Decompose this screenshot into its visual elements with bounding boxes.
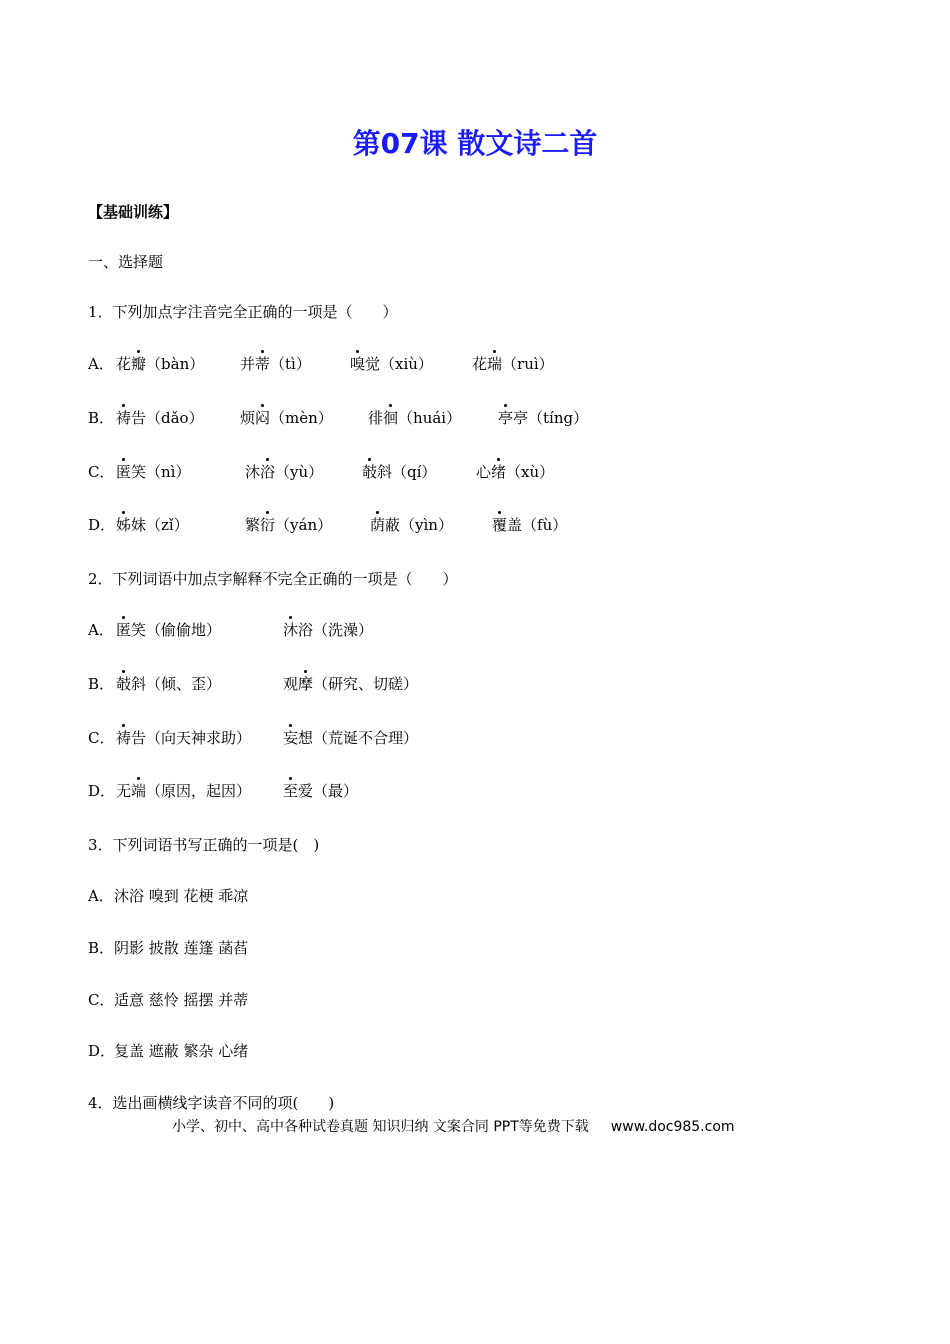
option-item: 沐浴（洗澡） [283,621,374,639]
dotted-char: 攲 [116,675,132,693]
dotted-char: 绪 [491,463,507,481]
dotted-char: 瓣 [131,355,147,373]
option-text: 阴影 披散 莲篷 菡萏 [114,939,249,957]
option-letter: B． [88,675,115,693]
footer-text: 小学、初中、高中各种试卷真题 知识归纳 文案合同 PPT等免费下载 [172,1119,589,1135]
option-letter: B． [88,939,115,957]
option-letter: B． [88,409,115,427]
dotted-char: 荫 [370,516,386,534]
q3-option-d [88,1041,248,1061]
dotted-char: 攲 [362,463,378,481]
option-item: 荫蔽（yìn） [370,516,453,534]
option-text: 沐浴 嗅到 花梗 乖凉 [114,887,249,905]
option-item: 烦闷（mèn） [240,409,333,427]
option-item: 姊妹（zǐ） [116,516,189,534]
option-item: 至爱（最） [283,782,359,800]
dotted-char: 匿 [116,463,132,481]
option-letter: A． [88,887,114,905]
option-item: 花瑞（ruì） [472,355,554,373]
page-title: 第07课 散文诗二首 [352,127,598,160]
option-item: 花瓣（bàn） [116,355,205,373]
dotted-char: 徊 [383,409,399,427]
option-item: 妄想（荒诞不合理） [283,729,419,747]
option-item: 徘徊（huái） [368,409,462,427]
q1-option-c [88,462,555,482]
option-item: 攲斜（倾、歪） [116,675,222,693]
option-item: 祷告（dǎo） [116,409,204,427]
dotted-char: 闷 [255,409,271,427]
q2-option-d [88,781,359,801]
option-item: 覆盖（fù） [492,516,568,534]
dotted-char: 摩 [298,675,314,693]
option-item: 无端（原因，起因） [116,782,252,800]
option-letter: A． [88,621,114,639]
dotted-char: 祷 [116,729,132,747]
dotted-char: 沐 [283,621,299,639]
dotted-char: 浴 [260,463,276,481]
section-heading: 【基础训练】 [88,203,179,221]
dotted-char: 嗅 [350,355,366,373]
question-2-stem: 2．下列词语中加点字解释不完全正确的一项是（ ） [88,570,458,588]
part-heading: 一、选择题 [88,253,164,271]
option-item: 嗅觉（xiù） [350,355,433,373]
q3-option-c [88,990,248,1010]
option-item: 沐浴（yù） [245,463,324,481]
dotted-char: 妄 [283,729,299,747]
dotted-char: 衍 [260,516,276,534]
dotted-char: 祷 [116,409,132,427]
dotted-char: 亭 [498,409,514,427]
q3-option-a [88,886,248,906]
option-letter: C． [88,729,115,747]
option-letter: A． [88,355,114,373]
option-letter: D． [88,516,116,534]
question-3-stem: 3．下列词语书写正确的一项是( ) [88,836,320,854]
option-item: 祷告（向天神求助） [116,729,252,747]
option-item: 观摩（研究、切磋） [283,675,419,693]
q1-option-d [88,515,568,535]
dotted-char: 覆 [492,516,508,534]
question-4-stem: 4．选出画横线字读音不同的项( ) [88,1094,335,1112]
option-item: 匿笑（nì） [116,463,191,481]
dotted-char: 端 [131,782,147,800]
q1-option-b [88,408,589,428]
option-letter: C． [88,463,115,481]
dotted-char: 姊 [116,516,132,534]
q1-option-a [88,354,554,374]
dotted-char: 至 [283,782,299,800]
option-item: 并蒂（tì） [240,355,311,373]
q3-option-b [88,938,248,958]
question-1-stem: 1．下列加点字注音完全正确的一项是（ ） [88,303,398,321]
option-item: 心绪（xù） [476,463,555,481]
option-letter: C． [88,991,115,1009]
dotted-char: 瑞 [487,355,503,373]
dotted-char: 蒂 [255,355,271,373]
option-item: 繁衍（yán） [245,516,333,534]
footer-url[interactable]: www.doc985.com [610,1119,735,1135]
option-letter: D． [88,782,116,800]
option-item: 匿笑（偷偷地） [116,621,222,639]
dotted-char: 匿 [116,621,132,639]
option-letter: D． [88,1042,116,1060]
option-item: 亭亭（tíng） [498,409,589,427]
option-item: 攲斜（qí） [362,463,437,481]
option-text: 复盖 遮蔽 繁杂 心绪 [114,1042,249,1060]
q2-option-c [88,728,419,748]
q2-option-a [88,620,374,640]
option-text: 适意 慈怜 摇摆 并蒂 [114,991,249,1009]
q2-option-b [88,674,419,694]
page-footer [172,1116,735,1136]
